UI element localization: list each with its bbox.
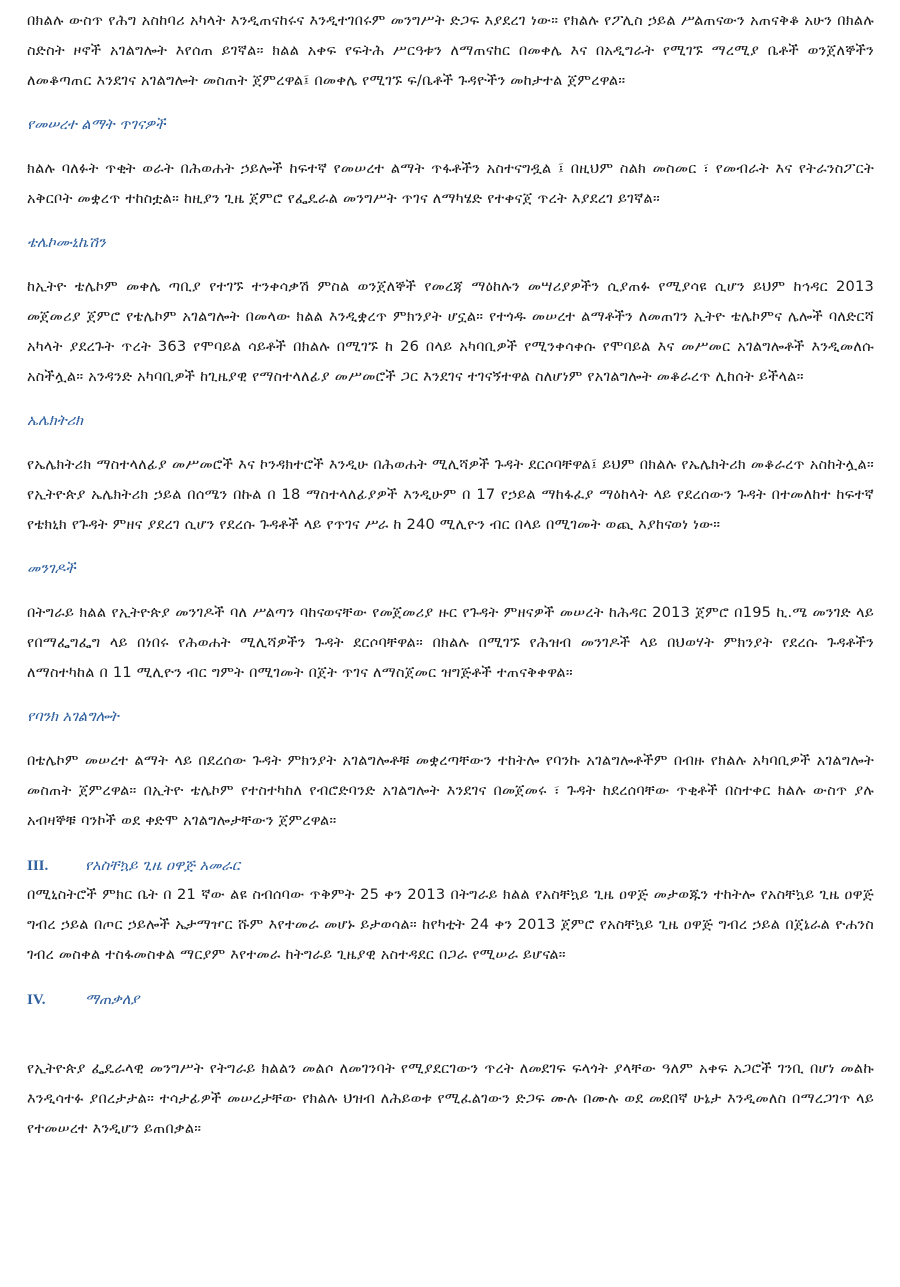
section-number: IV.	[27, 992, 46, 1008]
heading-telecom: ቴሌኮሙኒኬሽን	[27, 234, 106, 251]
section-number: III.	[27, 858, 49, 874]
heading-banking: የባንክ አገልግሎት	[27, 708, 119, 725]
paragraph-roads: በትግራይ ክልል የኢትዮጵያ መንገዶች ባለ ሥልጣን ባከናወናቸው የመጀመሪያ ዙር የጉዳት ምዘናዎች መሠረት ከሕዳር 2013 ጀምሮ በ195 ኪ.ሜ መንገድ ላይ የበማፌግፌግ ላይ በነበሩ የሕወሐት ሚሊሻዎችን ጉዳት ደርሶባቸዋል። በክልሉ በሚገኙ የሕዝብ መንገዶች ላይ በህወሃት ምክንያት የደረሱ ጉዳቶችን ለማስተካከል በ 11 ሚሊዮን ብር ግምት በሚገመት በጀት ጥገና ለማስጀመር ዝግጅቶች ተጠናቅቀዋል።	[27, 604, 874, 681]
paragraph-banking: በቴሌኮም መሠረተ ልማት ላይ በደረሰው ጉዳት ምክንያት አገልግሎቶቹ መቋረጣቸውን ተከትሎ የባንኩ አገልግሎቶችም በብዙ የክልሉ አካባቢዎች አገልግሎት መስጠት ጀምረዋል። በኢትዮ ቴሌኮም የተስተካከለ የብሮድባንድ አገልግሎት እንደገና በመጀመሩ ፣ ጉዳት ከደረሰባቸው ጥቂቶች በስተቀር ክልሉ ውስጥ ያሉ አብዛኞቹ ባንኮች ወደ ቀድሞ አገልግሎታቸውን ጀምረዋል።	[27, 752, 874, 829]
paragraph-telecom: ከኢትዮ ቴሌኮም መቀሌ ጣቢያ የተገኙ ተንቀሳቃሽ ምስል ወንጀለኞች የመረጃ ማዕከሉን መሣሪያዎችን ሲያጠፉ የሚያሳዩ ሲሆን ይህም ከኅዳር 2013 መጀመሪያ ጀምሮ የቴሌኮም አገልግሎት በመላው ክልል እንዲቋረጥ ምክንያት ሆኗል። የተጎዱ መሠረተ ልማቶችን ለመጠገን ኢትዮ ቴሌኮምና ሌሎች ባለድርሻ አካላት ያደረጉት ጥረት 363 የሞባይል ሳይቶች በክልሉ በሚገኙ ከ 26 በላይ አካባቢዎች የሚንቀሳቀሱ የሞባይል እና መሥመር አገልግሎቶች እንዲመለሱ አስችሏል። አንዳንድ አካባቢዎች ከጊዜያዊ የማስተላለፊያ መሥመሮች ጋር እንደገና ተገናኝተዋል ስለሆነም የአገልግሎት መቆራረጥ ሊከሰት ይችላል።	[27, 278, 874, 385]
paragraph-infrastructure: ክልሉ ባለፉት ጥቂት ወራት በሕወሐት ኃይሎች ከፍተኛ የመሠረተ ልማት ጥፋቶችን አስተናግዷል ፤ በዚህም ስልክ መስመር ፣ የመብራት እና የትራንስፖርት አቅርቦት መቋረጥ ተከስቷል። ከዚያን ጊዜ ጀምሮ የፌዴራል መንግሥት ጥገና ለማካሄድ የተቀናጀ ጥረት እያደረገ ይገኛል።	[27, 160, 874, 207]
paragraph-emergency-command: በሚኒስትሮች ምክር ቤት በ 21 ኛው ልዩ ስብሰባው ጥቅምት 25 ቀን 2013 በትግራይ ክልል የአስቸኳይ ጊዜ ዐዋጅ መታወጁን ተከትሎ የአስቸኳይ ጊዜ ዐዋጅ ግብረ ኃይል በጦር ኃይሎች ኤታማዦር ሹም እየተመራ መሆኑ ይታወሳል። ከየካቲት 24 ቀን 2013 ጀምሮ የአስቸኳይ ጊዜ ዐዋጅ ግብረ ኃይል በጀኔራል ዮሐንስ ገብረ መስቀል ተስፋመስቀል ማርያም እየተመራ ከትግራይ ጊዜያዊ አስተዳደር በጋራ የሚሠራ ይሆናል።	[27, 886, 874, 963]
section-title: ማጠቃለያ	[85, 991, 140, 1008]
section-title: የአስቸኳይ ጊዜ ዐዋጅ አመራር	[85, 857, 240, 874]
paragraph-conclusion: የኢትዮጵያ ፌዴራላዊ መንግሥት የትግራይ ክልልን መልሶ ለመገንባት የሚያደርገውን ጥረት ለመደገፍ ፍላጎት ያላቸው ዓለም አቀፍ አጋሮች ገንቢ በሆነ መልኩ እንዲሳተፉ ያበረታታል። ተሳታፊዎች መሠረታቸው የክልሉ ህዝብ ለሕይወቱ የሚፈልገውን ድጋፍ ሙሉ በሙሉ ወደ መደበኛ ሁኔታ እንዲመለስ በማረጋገጥ ላይ የተመሠረተ እንዲሆን ይጠበቃል።	[27, 1060, 874, 1137]
heading-emergency-command	[27, 852, 874, 880]
paragraph-electricity: የኤሌክትሪክ ማስተላለፊያ መሥመሮች እና ኮንዳክተሮች እንዲሁ በሕወሐት ሚሊሻዎች ጉዳት ደርሶባቸዋል፤ ይህም በክልሉ የኤሌክትሪክ መቆራረጥ አስከትሏል። የኢትዮጵያ ኤሌክትሪክ ኃይል በሰሜን በኩል በ 18 ማስተላለፊያዎች እንዲሁም በ 17 የኃይል ማከፋፈያ ማዕከላት ላይ የደረሰውን ጉዳት በተመለከተ ከፍተኛ የቴክኒክ የጉዳት ምዘና ያደረገ ሲሆን የደረሱ ጉዳቶች ላይ የጥገና ሥራ ከ 240 ሚሊዮን ብር በላይ በሚገመት ወጪ እያከናወነ ነው።	[27, 456, 874, 533]
heading-roads: መንገዶች	[27, 560, 76, 577]
heading-conclusion	[27, 986, 874, 1014]
heading-infrastructure: የመሠረተ ልማት ጥገናዎች	[27, 116, 166, 133]
heading-electricity: ኤሌክትሪክ	[27, 412, 83, 429]
paragraph-law-enforcement: በክልሉ ውስጥ የሕግ አስከባሪ አካላት እንዲጠናከሩና እንዲተገበሩም መንግሥት ድጋፍ እያደረገ ነው። የክልሉ የፖሊስ ኃይል ሥልጠናውን አጠናቅቆ አሁን በክልሉ ስድስት ዞኖች አገልግሎት እየሰጠ ይገኛል። ክልል አቀፍ የፍትሕ ሥርዓቱን ለማጠናከር በመቀሌ እና በአዲግራት የሚገኙ ማረሚያ ቤቶች ወንጀለኞችን ለመቆጣጠር እንደገና አገልግሎት መስጠት ጀምረዋል፤ በመቀሌ የሚገኙ ፍ/ቤቶች ጉዳዮችን መከታተል ጀምረዋል።	[27, 12, 874, 89]
